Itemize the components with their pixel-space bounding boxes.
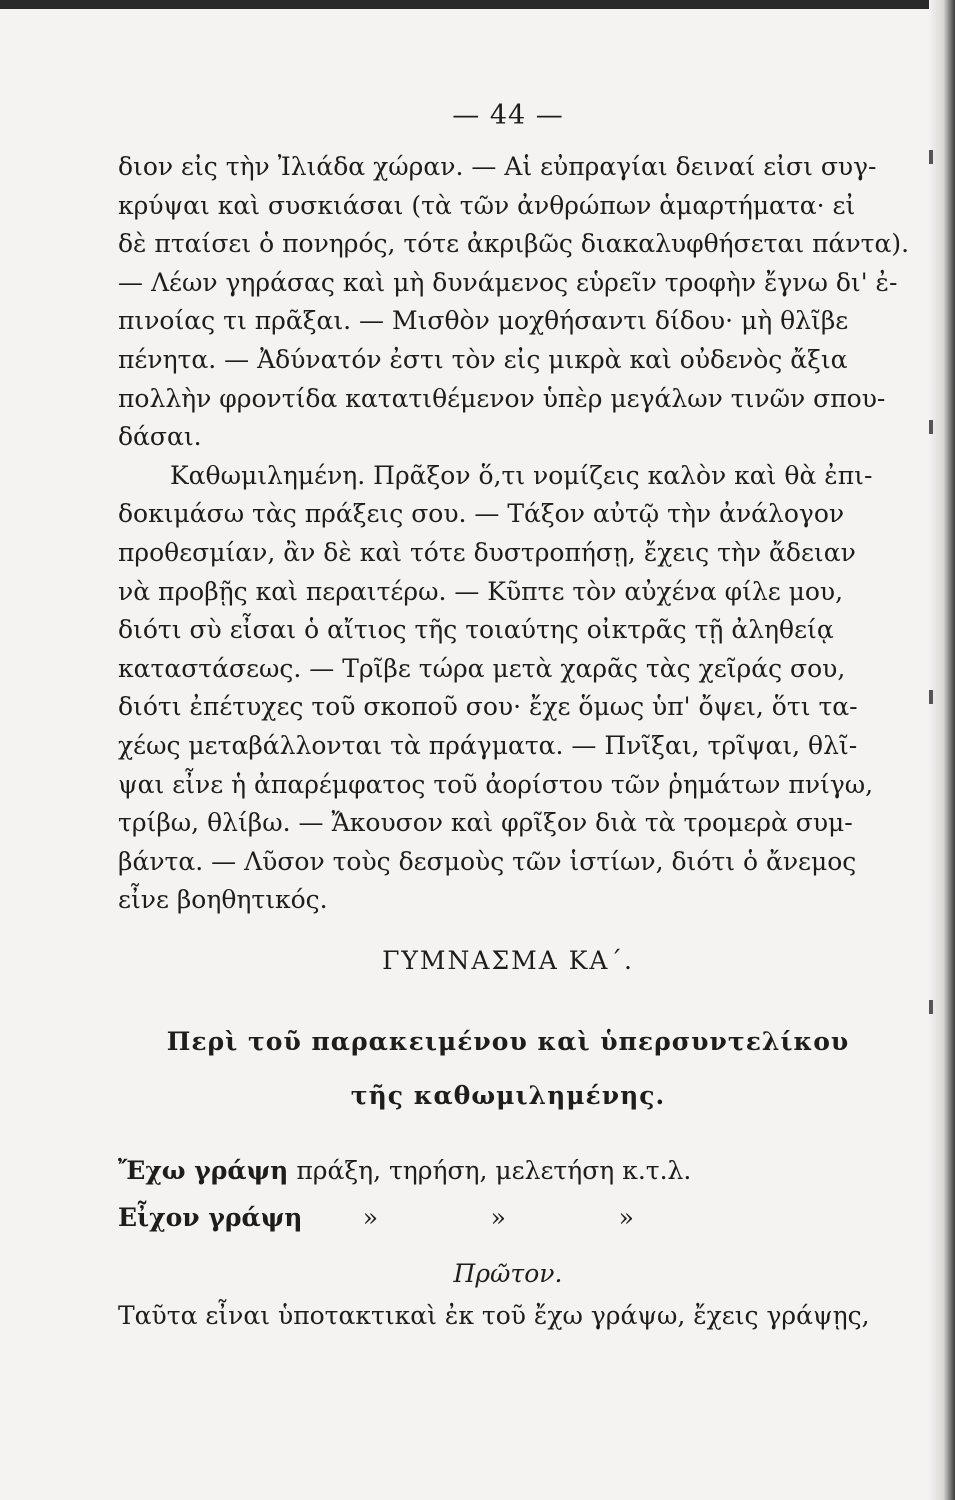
text-line: προθεσμίαν, ἂν δὲ καὶ τότε δυστροπήσῃ, ἔχεις τὴν ἄδειαν [118,537,856,567]
text-line: Καθωμιλημένη. Πρᾶξον ὅ,τι νομίζεις καλὸν καὶ θὰ ἐπι- [170,460,873,490]
text-line: βάντα. — Λῦσον τοὺς δεσμοὺς τῶν ἱστίων, διότι ὁ ἄνεμος [118,846,857,876]
text-line: — Λέων γηράσας καὶ μὴ δυνάμενος εὑρεῖν τροφὴν ἔγνω δι' ἐ- [118,267,898,297]
exercise-subtitle-continued: τῆς καθωμιλημένης. [350,1081,666,1110]
text-line: διότι σὺ εἶσαι ὁ αἴτιος τῆς τοιαύτης οἰκτρᾶς τῇ ἀληθείᾳ [118,615,834,645]
text-line: δάσαι. [118,422,202,452]
text-line: πινοίας τι πρᾶξαι. — Μισθὸν μοχθήσαντι δίδου· μὴ θλῖβε [118,306,849,336]
example-lead: Ἔχω γράψη [118,1156,289,1185]
text-line: εἶνε βοηθητικός. [118,885,328,915]
example-perfect [118,1156,691,1185]
text-line: ψαι εἶνε ἡ ἀπαρέμφατος τοῦ ἀορίστου τῶν ῥημάτων πνίγω, [118,769,874,799]
page-number: — 44 — [452,100,564,131]
ditto-mark: » [490,1203,506,1232]
section-title: Πρῶτον. [453,1259,563,1288]
text-line-last: Ταῦτα εἶναι ὑποτακτικαὶ ἐκ τοῦ ἔχω γράψω, ἔχεις γράψῃς, [118,1301,870,1330]
ditto-mark: » [618,1203,634,1232]
text-line: διότι ἐπέτυχες τοῦ σκοποῦ σου· ἔχε ὅμως ὑπ' ὄψει, ὅτι τα- [118,692,858,722]
text-line: χέως μεταβάλλονται τὰ πράγματα. — Πνῖξαι, τρῖψαι, θλῖ- [118,730,858,760]
text-line: πολλὴν φροντίδα κατατιθέμενον ὑπὲρ μεγάλων τινῶν σπου- [118,383,886,413]
exercise-heading: ΓΥΜΝΑΣΜΑ ΚΑ΄. [382,946,634,975]
example-lead: Εἶχον γράψη [118,1203,303,1232]
text-line: καταστάσεως. — Τρῖβε τώρα μετὰ χαρᾶς τὰς χεῖράς σου, [118,653,846,683]
example-rest: πράξη, τηρήση, μελετήση κ.τ.λ. [296,1156,692,1185]
text-line: κρύψαι καὶ συσκιάσαι (τὰ τῶν ἀνθρώπων ἁμαρτήματα· εἰ [118,190,856,220]
text-line: δοκιμάσω τὰς πράξεις σου. — Τάξον αὐτῷ τὴν ἀνάλογον [118,499,845,529]
text-line: τρίβω, θλίβω. — Ἄκουσον καὶ φρῖξον διὰ τὰ τρομερὰ συμ- [118,808,853,838]
text-line: διον εἰς τὴν Ἰλιάδα χώραν. — Αἱ εὐπραγίαι δειναί εἰσι συγ- [118,152,877,181]
margin-marks [929,130,937,1330]
ditto-mark: » [362,1203,378,1232]
scan-top-border [0,0,955,9]
exercise-subtitle: Περὶ τοῦ παρακειμένου καὶ ὑπερσυντελίκου [166,1027,850,1056]
text-line: νὰ προβῇς καὶ περαιτέρω. — Κῦπτε τὸν αὐχένα φίλε μου, [118,576,844,606]
body-text [118,148,910,920]
example-pluperfect [118,1203,686,1232]
text-line: πένητα. — Ἀδύνατόν ἐστι τὸν εἰς μικρὰ καὶ οὐδενὸς ἄξια [118,344,848,374]
text-line: δὲ πταίσει ὁ πονηρός, τότε ἀκριβῶς διακαλυφθήσεται πάντα). [118,229,910,259]
